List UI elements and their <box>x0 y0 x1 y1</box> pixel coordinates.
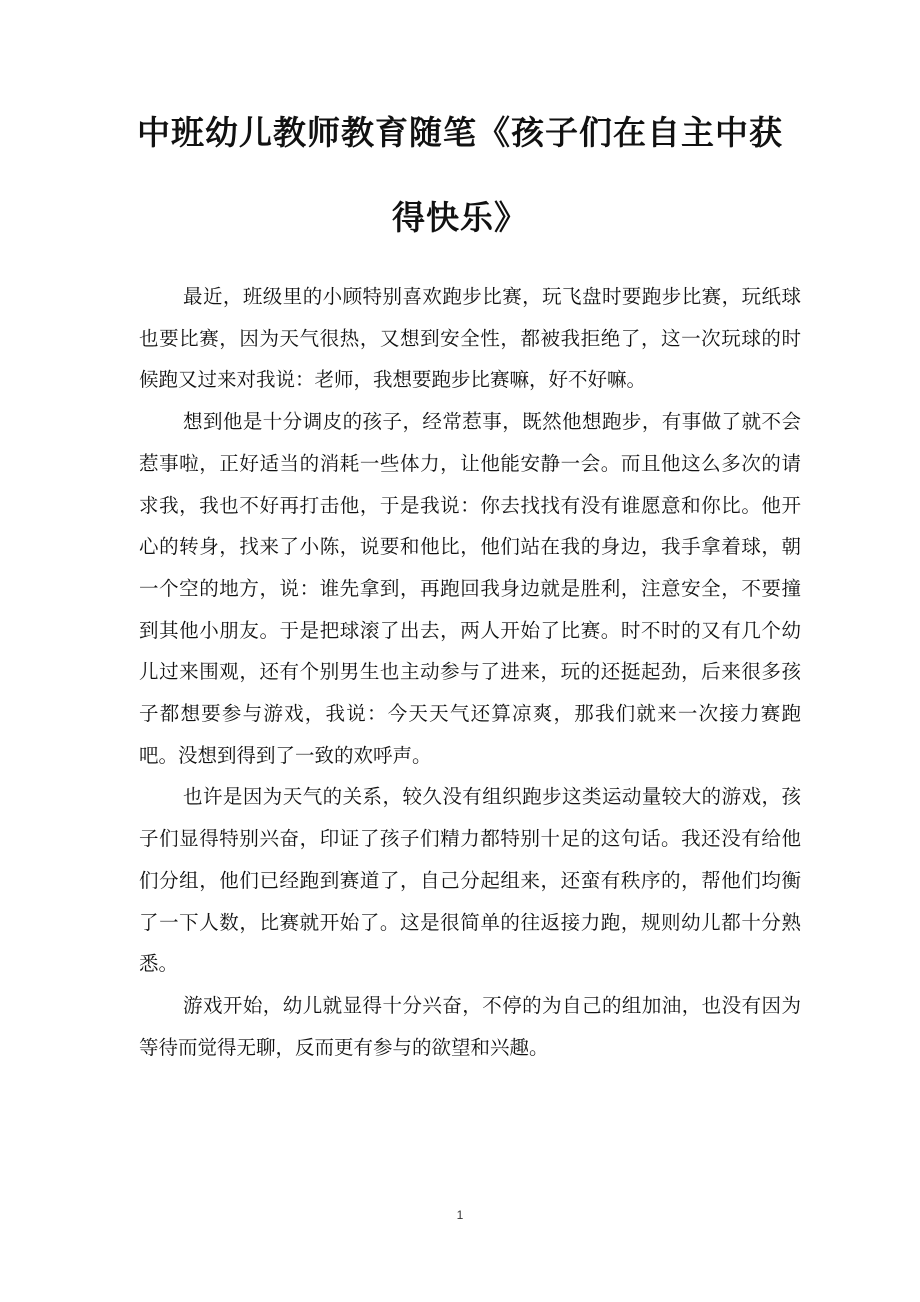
paragraph-2: 想到他是十分调皮的孩子，经常惹事，既然他想跑步，有事做了就不会惹事啦，正好适当的消耗一些体力，让他能安静一会。而且他这么多次的请求我，我也不好再打击他，于是我说：你去找找有没有谁愿意和你比。他开心的转身，找来了小陈，说要和他比，他们站在我的身边，我手拿着球，朝一个空的地方，说：谁先拿到，再跑回我身边就是胜利，注意安全，不要撞到其他小朋友。于是把球滚了出去，两人开始了比赛。时不时的又有几个幼儿过来围观，还有个别男生也主动参与了进来，玩的还挺起劲，后来很多孩子都想要参与游戏，我说：今天天气还算凉爽，那我们就来一次接力赛跑吧。没想到得到了一致的欢呼声。 <box>139 410 801 767</box>
page-number: 1 <box>456 1208 464 1222</box>
paragraph-1: 最近，班级里的小顾特别喜欢跑步比赛，玩飞盘时要跑步比赛，玩纸球也要比赛，因为天气很热，又想到安全性，都被我拒绝了，这一次玩球的时候跑又过来对我说：老师，我想要跑步比赛嘛，好不好嘛。 <box>139 285 801 392</box>
paragraph-4: 游戏开始，幼儿就显得十分兴奋，不停的为自己的组加油，也没有因为等待而觉得无聊，反而更有参与的欲望和兴趣。 <box>139 993 801 1059</box>
document-title-line-1: 中班幼儿教师教育随笔《孩子们在自主中获 <box>137 113 783 152</box>
paragraph-3: 也许是因为天气的关系，较久没有组织跑步这类运动量较大的游戏，孩子们显得特别兴奋，印证了孩子们精力都特别十足的这句话。我还没有给他们分组，他们已经跑到赛道了，自己分起组来，还蛮有秩序的，帮他们均衡了一下人数，比赛就开始了。这是很简单的往返接力跑，规则幼儿都十分熟悉。 <box>139 785 801 976</box>
document-body <box>139 276 801 1068</box>
document-title-line-2: 得快乐》 <box>392 198 528 237</box>
